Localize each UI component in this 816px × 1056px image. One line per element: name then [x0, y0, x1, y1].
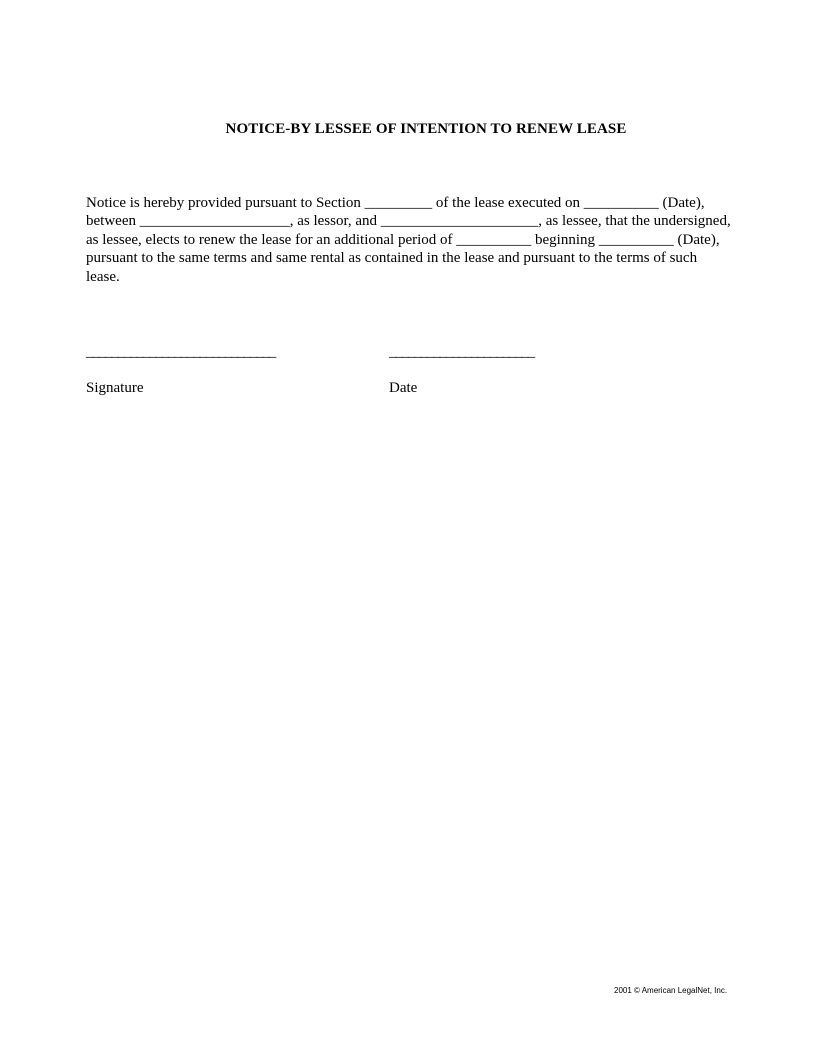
signature-label: Signature: [86, 380, 144, 396]
copyright-footer: 2001 © American LegalNet, Inc.: [614, 986, 728, 995]
body-line: as lessee, elects to renew the lease for an additional period of __________ beginning __________ (Date),: [86, 231, 720, 248]
body-line: between ____________________, as lessor, and _____________________, as lessee, that the undersigned,: [86, 213, 731, 230]
signature-line[interactable]: ______________________________: [86, 344, 276, 360]
body-line: Notice is hereby provided pursuant to Section _________ of the lease executed on __________ (Date),: [86, 195, 705, 211]
notice-body: [86, 194, 776, 286]
date-line[interactable]: _______________________: [389, 344, 534, 360]
date-label: Date: [389, 380, 418, 396]
body-line: pursuant to the same terms and same rental as contained in the lease and pursuant to the terms of such: [86, 250, 698, 267]
document-title: NOTICE-BY LESSEE OF INTENTION TO RENEW LEASE: [225, 121, 627, 137]
body-line: lease.: [86, 268, 120, 285]
